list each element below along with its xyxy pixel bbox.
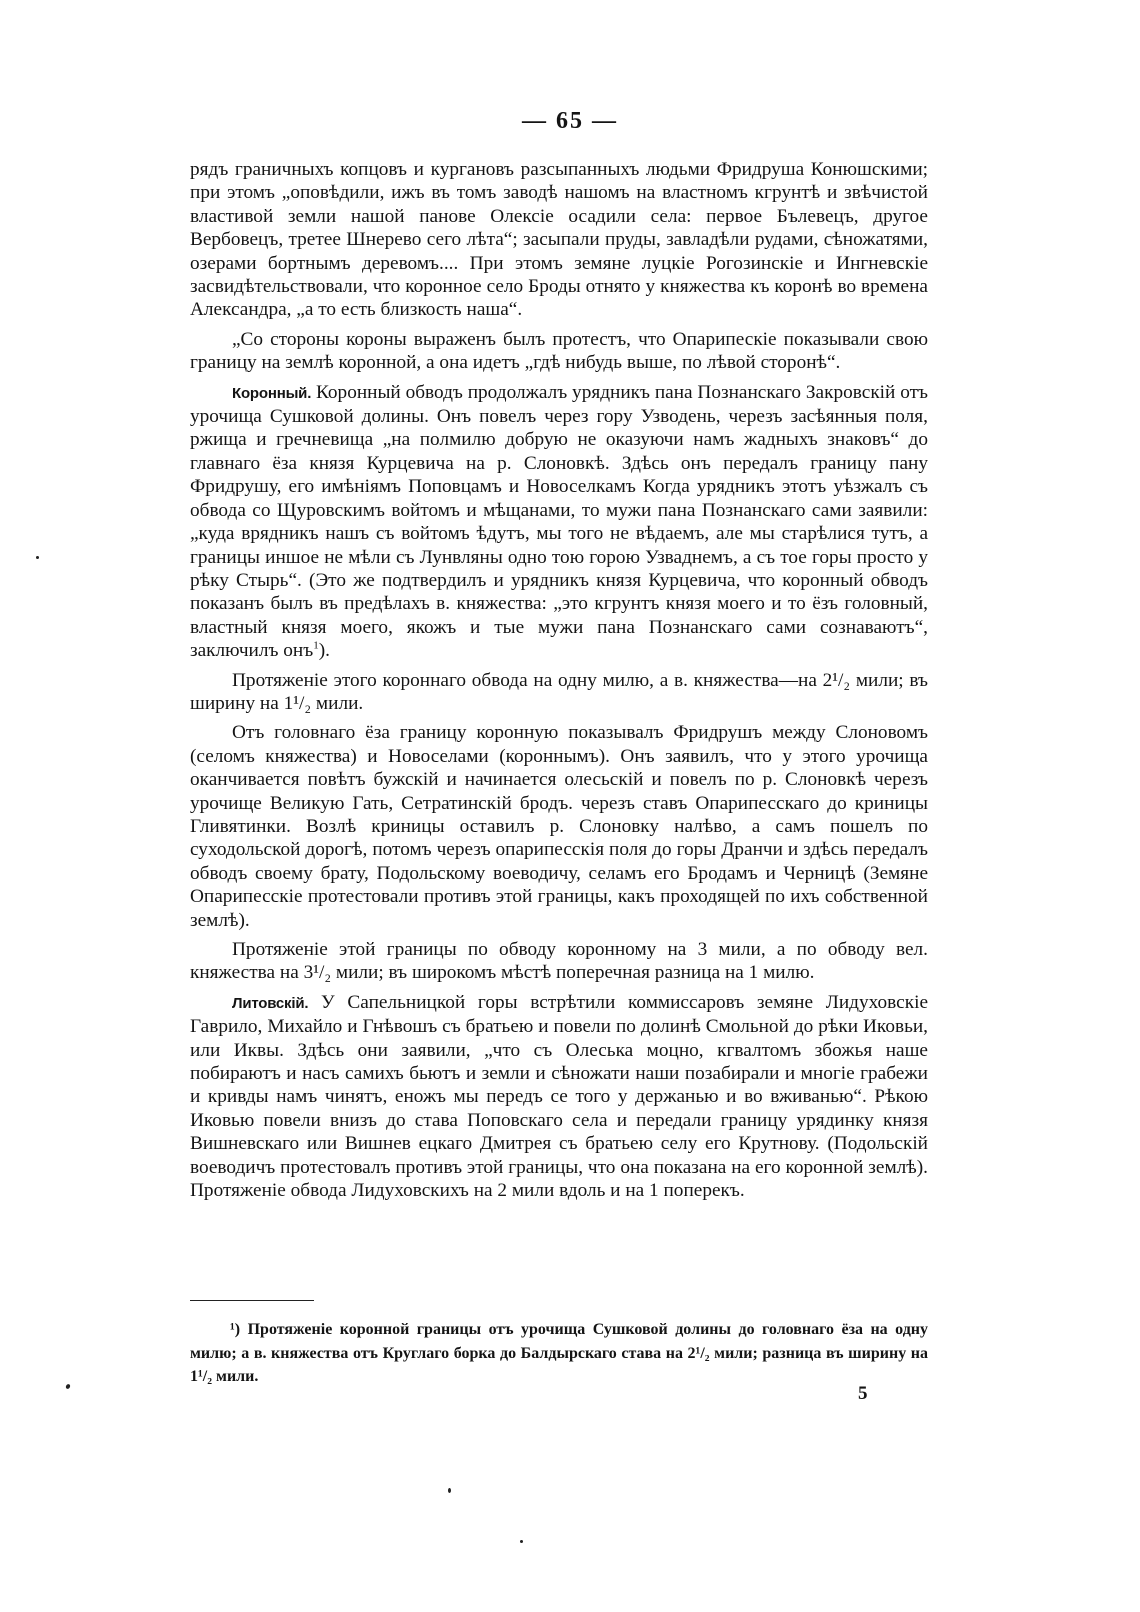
paragraph-litovsky — [190, 991, 928, 1203]
scan-speck — [520, 1540, 523, 1543]
scan-speck — [448, 1488, 451, 1493]
footnote-reference: 1 — [313, 639, 319, 652]
paragraph-litovsky-text: У Сапельницкой горы встрѣтили коммиссаровъ земяне Лидуховскіе Гаврило, Михайло и Гнѣвошъ съ братьею и повели по долинѣ Смольной до рѣки Иковьи, или Иквы. Здѣсь они заявили, „что съ Олеська моцно, кгвалтомъ збожья наше побираютъ и насъ самихъ бьютъ и земли и сѣножати наши позабирали и многіе грабежи и кривды намъ чинятъ, еножъ мы передъ се того у держанью и во вживанью“. Рѣкою Иковью повели внизъ до става Поповскаго села и передали границу урядинку князя Вишневскаго или Вишнев ецкаго Дмитрея съ братьею селу его Крутнову. (Подольскій воеводичъ протестовалъ противъ этой границы, что она показана на его коронной землѣ). Протяженіе обвода Лидуховскихъ на 2 мили вдоль и на 1 поперекъ. — [190, 991, 928, 1202]
signature-mark: 5 — [858, 1383, 868, 1404]
scan-speck — [36, 556, 39, 559]
paragraph-1: рядъ граничныхъ копцовъ и кургановъ разсыпанныхъ людьми Фридруша Конюшскими; при этомъ „оповѣдили, ижъ въ томъ заводѣ нашомъ на властномъ кгрунтѣ и звѣчистой властивой земли нашой панове Олексіе осадили села: первое Бълевецъ, другое Вербовецъ, третее Шнерево сего лѣта“; засыпали пруды, завладѣли рудами, сѣножатями, озерами бортнымъ деревомъ.... При этомъ земяне луцкіе Рогозинскіе и Ингневскіе засвидѣтельствовали, что коронное село Броды отнято у княжества къ коронѣ во времена Александра, „а то есть близкость наша“. — [190, 159, 928, 321]
scan-speck — [65, 1383, 71, 1389]
footnote-divider — [190, 1300, 314, 1301]
paragraph-2: „Со стороны короны выраженъ былъ протестъ, что Опарипескіе показывали свою границу на землѣ коронной, а она идетъ „гдѣ нибудь выше, по лѣвой сторонѣ“. — [190, 328, 928, 374]
section-heading-litovsky: Литовскій. — [232, 994, 309, 1012]
paragraph-koronny — [190, 381, 928, 663]
section-heading-koronny: Коронный. — [232, 384, 312, 402]
paragraph-4: Протяженіе этого короннаго обвода на одну милю, а в. княжества—на 2¹/₂ мили; въ ширину на 1¹/₂ мили. — [190, 669, 928, 714]
paragraph-koronny-text: Коронный обводъ продолжалъ урядникъ пана Познанскаго Закровскій отъ урочища Сушковой долины. Онъ повелъ через гору Узводень, черезъ засѣянныя поля, ржища и гречневища „на полмилю добрую не оказуючи намъ жадныхъ знаковъ“ до главнаго ёза князя Курцевича на р. Слоновкѣ. Здѣсь онъ передалъ границу пану Фридрушу, его имѣніямъ Поповцамъ и Новоселкамъ Когда урядникъ этотъ уѣзжалъ съ обвода со Щуровскимъ войтомъ и мѣщанами, то мужи пана Познанскаго сами заявили: „куда врядникъ нашъ съ войтомъ ѣдутъ, мы того не вѣдаемъ, але мы старѣлися тутъ, а границы иншое не мѣли съ Лунвляны одно тою горою Узваднемъ, а съ тое горы просто у рѣку Стырь“. (Это же подтвердилъ и урядникъ князя Курцевича, что коронный обводъ показанъ былъ въ предѣлахъ в. княжества: „это кгрунтъ князя моего и то ёзъ головный, властный князя моего, якожъ и тые мужи пана Познанскаго сами сознаваютъ“, заключилъ онъ — [190, 381, 928, 662]
page-number: — 65 — — [522, 108, 618, 134]
body-text — [190, 158, 928, 1208]
footnote: ¹) Протяженіе коронной границы отъ урочища Сушковой долины до головнаго ёза на одну милю; а в. княжества отъ Круглаго борка до Балдырскаго става на 2¹/₂ мили; разница въ ширину на 1¹/₂ мили. — [190, 1321, 928, 1385]
paragraph-koronny-tail: ). — [318, 640, 330, 662]
paragraph-5: Отъ головнаго ёза границу коронную показывалъ Фридрушъ между Слоновомъ (селомъ княжества) и Новоселами (короннымъ). Онъ заявилъ, что у этого урочища оканчивается повѣтъ бужскій и начинается олесьскій и повелъ по р. Слоновкѣ черезъ урочище Великую Гать, Сетратинскій бродъ. черезъ ставъ Опарипесскаго до криницы Гливятинки. Возлѣ криницы оставилъ р. Слоновку налѣво, а самъ пошелъ по суходольской дорогѣ, потомъ черезъ опарипесскія поля до горы Дранчи и здѣсь передалъ обводъ своему брату, Подольскому воеводичу, селамъ его Бродамъ и Черницѣ (Земяне Опарипесскіе протестовали противъ этой границы, какъ проходящей по ихъ собственной землѣ). — [190, 722, 928, 931]
paragraph-6: Протяженіе этой границы по обводу коронному на 3 мили, а по обводу вел. княжества на 3¹/₂ мили; въ широкомъ мѣстѣ поперечная разница на 1 милю. — [190, 939, 928, 984]
